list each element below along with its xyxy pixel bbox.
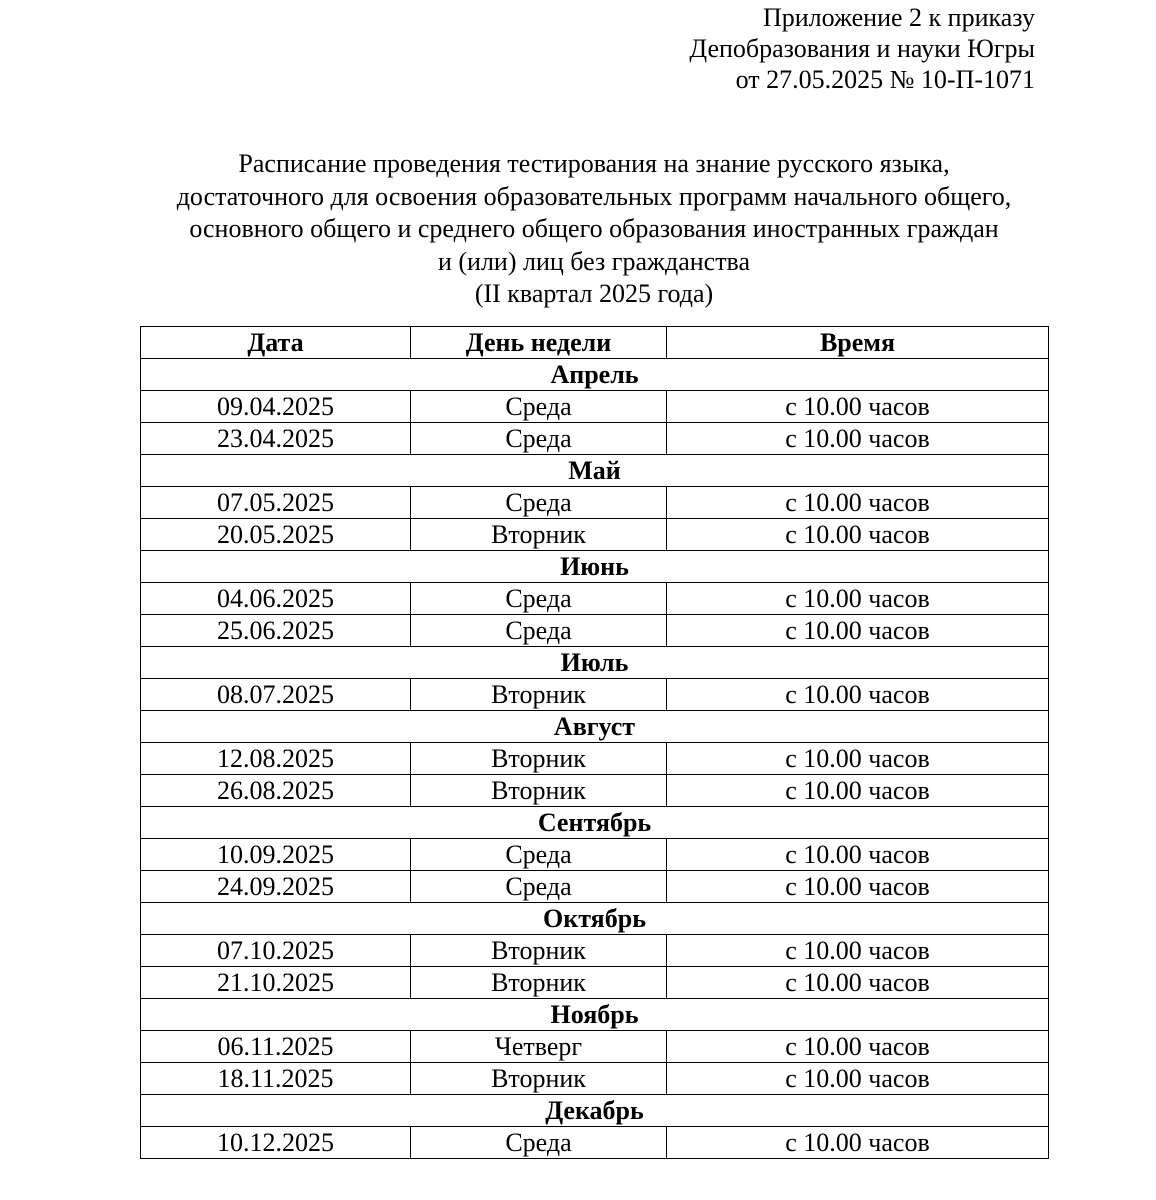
appendix-line: Депобразования и науки Югры	[689, 34, 1035, 63]
table-row	[141, 743, 1049, 775]
time-cell: с 10.00 часов	[667, 1063, 1049, 1095]
time-cell: с 10.00 часов	[667, 1127, 1049, 1159]
table-row	[141, 679, 1049, 711]
time-cell: с 10.00 часов	[667, 1031, 1049, 1063]
month-row	[141, 999, 1049, 1031]
time-cell: с 10.00 часов	[667, 935, 1049, 967]
month-row	[141, 551, 1049, 583]
weekday-cell: Среда	[411, 871, 667, 903]
time-cell: с 10.00 часов	[667, 679, 1049, 711]
weekday-cell: Среда	[411, 391, 667, 423]
time-cell: с 10.00 часов	[667, 519, 1049, 551]
date-cell: 07.10.2025	[141, 935, 411, 967]
time-cell: с 10.00 часов	[667, 423, 1049, 455]
schedule-table	[140, 326, 1049, 1159]
document-title	[0, 148, 1156, 311]
title-line: основного общего и среднего общего образования иностранных граждан	[189, 214, 999, 243]
month-row	[141, 711, 1049, 743]
table-row	[141, 423, 1049, 455]
month-row	[141, 647, 1049, 679]
date-cell: 04.06.2025	[141, 583, 411, 615]
weekday-cell: Вторник	[411, 519, 667, 551]
month-label: Июнь	[141, 551, 1049, 583]
time-cell: с 10.00 часов	[667, 839, 1049, 871]
month-label: Май	[141, 455, 1049, 487]
date-cell: 07.05.2025	[141, 487, 411, 519]
time-cell: с 10.00 часов	[667, 583, 1049, 615]
date-cell: 10.12.2025	[141, 1127, 411, 1159]
table-row	[141, 487, 1049, 519]
time-cell: с 10.00 часов	[667, 487, 1049, 519]
table-row	[141, 519, 1049, 551]
month-row	[141, 1095, 1049, 1127]
weekday-cell: Вторник	[411, 967, 667, 999]
date-cell: 10.09.2025	[141, 839, 411, 871]
weekday-cell: Среда	[411, 487, 667, 519]
weekday-cell: Вторник	[411, 1063, 667, 1095]
time-cell: с 10.00 часов	[667, 391, 1049, 423]
title-line: (II квартал 2025 года)	[474, 279, 714, 308]
time-cell: с 10.00 часов	[667, 743, 1049, 775]
table-row	[141, 839, 1049, 871]
date-cell: 23.04.2025	[141, 423, 411, 455]
month-label: Июль	[141, 647, 1049, 679]
weekday-cell: Среда	[411, 839, 667, 871]
title-line: и (или) лиц без гражданства	[437, 246, 751, 276]
header-date: Дата	[141, 327, 411, 359]
appendix-line: от 27.05.2025 № 10-П-1071	[735, 65, 1035, 94]
time-cell: с 10.00 часов	[667, 967, 1049, 999]
weekday-cell: Среда	[411, 423, 667, 455]
weekday-cell: Вторник	[411, 743, 667, 775]
table-row	[141, 871, 1049, 903]
table-row	[141, 1063, 1049, 1095]
weekday-cell: Среда	[411, 1127, 667, 1159]
appendix-block	[435, 2, 1035, 95]
date-cell: 09.04.2025	[141, 391, 411, 423]
weekday-cell: Четверг	[411, 1031, 667, 1063]
table-row	[141, 775, 1049, 807]
table-row	[141, 967, 1049, 999]
month-label: Апрель	[141, 359, 1049, 391]
table-header-row	[141, 327, 1049, 359]
title-line: достаточного для освоения образовательных программ начального общего,	[176, 181, 1012, 211]
time-cell: с 10.00 часов	[667, 615, 1049, 647]
weekday-cell: Вторник	[411, 775, 667, 807]
table-row	[141, 1031, 1049, 1063]
table-row	[141, 391, 1049, 423]
time-cell: с 10.00 часов	[667, 871, 1049, 903]
date-cell: 06.11.2025	[141, 1031, 411, 1063]
month-label: Ноябрь	[141, 999, 1049, 1031]
month-label: Сентябрь	[141, 807, 1049, 839]
weekday-cell: Вторник	[411, 679, 667, 711]
time-cell: с 10.00 часов	[667, 775, 1049, 807]
header-weekday: День недели	[411, 327, 667, 359]
month-row	[141, 455, 1049, 487]
date-cell: 18.11.2025	[141, 1063, 411, 1095]
date-cell: 25.06.2025	[141, 615, 411, 647]
weekday-cell: Среда	[411, 583, 667, 615]
date-cell: 21.10.2025	[141, 967, 411, 999]
weekday-cell: Среда	[411, 615, 667, 647]
month-row	[141, 903, 1049, 935]
table-row	[141, 935, 1049, 967]
date-cell: 08.07.2025	[141, 679, 411, 711]
table-row	[141, 615, 1049, 647]
weekday-cell: Вторник	[411, 935, 667, 967]
month-label: Август	[141, 711, 1049, 743]
month-row	[141, 807, 1049, 839]
month-label: Декабрь	[141, 1095, 1049, 1127]
date-cell: 20.05.2025	[141, 519, 411, 551]
header-time: Время	[667, 327, 1049, 359]
month-row	[141, 359, 1049, 391]
appendix-line: Приложение 2 к приказу	[762, 3, 1035, 32]
date-cell: 12.08.2025	[141, 743, 411, 775]
table-row	[141, 583, 1049, 615]
table-row	[141, 1127, 1049, 1159]
date-cell: 26.08.2025	[141, 775, 411, 807]
month-label: Октябрь	[141, 903, 1049, 935]
date-cell: 24.09.2025	[141, 871, 411, 903]
title-line: Расписание проведения тестирования на знание русского языка,	[238, 149, 950, 178]
